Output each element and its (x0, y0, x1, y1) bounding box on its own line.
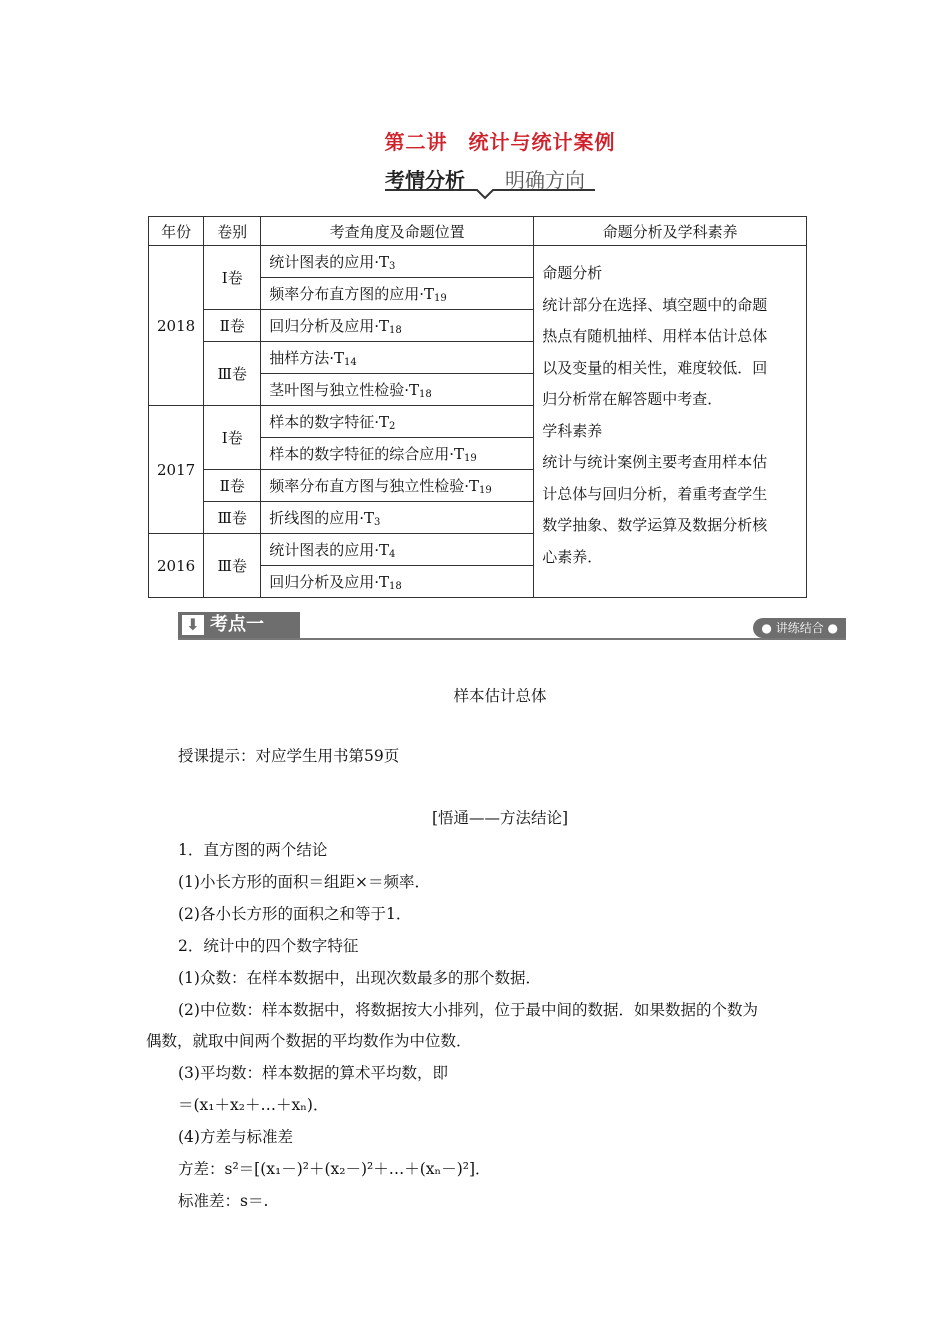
formula-mean: ＝(x₁＋x₂＋…＋xₙ)． (178, 1096, 329, 1114)
text-line: 2．统计中的四个数字特征 (178, 937, 359, 955)
analysis-line: 命题分析 (542, 264, 603, 282)
table-header-row (149, 217, 807, 246)
vol-cell: Ⅱ卷 (204, 310, 261, 342)
method-title: [悟通——方法结论] (431, 809, 569, 827)
hint-text: 授课提示：对应学生用书第59页 (178, 747, 400, 765)
year-cell: 2016 (149, 534, 204, 598)
banner-left: 考情分析 (385, 168, 465, 192)
text-line: (4)方差与标准差 (178, 1128, 293, 1146)
topic-cell: 频率分布直方图与独立性检验$\cdot T_{19}$ (261, 470, 534, 502)
analysis-line: 数学抽象、数学运算及数据分析核 (542, 516, 768, 534)
topic-cell: 频率分布直方图的应用$\cdot T_{19}$ (261, 278, 534, 310)
formula-variance: 方差：s²＝[(x₁－)²＋(x₂－)²＋…＋(xₙ－)²]． (178, 1160, 491, 1178)
topic-cell: 茎叶图与独立性检验$\cdot T_{18}$ (261, 374, 534, 406)
banner-right: 明确方向 (505, 168, 585, 192)
arrow-down-icon: ⬇ (182, 615, 204, 635)
vol-cell: Ⅱ卷 (204, 470, 261, 502)
text-line: 偶数，就取中间两个数据的平均数作为中位数． (146, 1032, 472, 1050)
formula-std: 标准差：s＝. (178, 1192, 269, 1210)
year-cell: 2018 (149, 246, 204, 406)
section-title: 样本估计总体 (453, 687, 547, 705)
header-analysis: 命题分析及学科素养 (534, 217, 807, 246)
header-year: 年份 (149, 217, 204, 246)
vol-cell: Ⅰ卷 (204, 406, 261, 470)
table-row (149, 246, 807, 278)
analysis-line: 以及变量的相关性，难度较低．回 (542, 358, 768, 377)
topic-cell: 样本的数字特征$\cdot T_2$ (261, 406, 534, 438)
exam-table (148, 216, 807, 598)
kaodian-bar (178, 612, 846, 642)
text-line: (3)平均数：样本数据的算术平均数，即 (178, 1064, 448, 1082)
page-title: 第二讲 统计与统计案例 (384, 130, 616, 154)
analysis-cell (534, 246, 807, 598)
vol-cell: Ⅲ卷 (204, 342, 261, 406)
topic-cell: 抽样方法$\cdot T_{14}$ (261, 342, 534, 374)
topic-cell: 统计图表的应用$\cdot T_3$ (261, 246, 534, 278)
vol-cell: Ⅲ卷 (204, 502, 261, 534)
header-topic: 考查角度及命题位置 (261, 217, 534, 246)
kaodian-divider (178, 638, 846, 640)
topic-cell: 回归分析及应用$\cdot T_{18}$ (261, 566, 534, 598)
analysis-line: 归分析常在解答题中考查． (542, 390, 723, 408)
analysis-line: 热点有随机抽样、用样本估计总体 (542, 327, 768, 345)
text-line: (1)众数：在样本数据中，出现次数最多的那个数据． (178, 969, 541, 987)
text-line: (2)各小长方形的面积之和等于1． (178, 905, 412, 923)
analysis-line: 学科素养 (542, 421, 603, 440)
kaodian-tag (178, 612, 300, 638)
vol-cell: Ⅲ卷 (204, 534, 261, 598)
analysis-line: 计总体与回归分析，着重考查学生 (542, 484, 768, 503)
topic-cell: 统计图表的应用$\cdot T_4$ (261, 534, 534, 566)
topic-cell: 回归分析及应用$\cdot T_{18}$ (261, 310, 534, 342)
text-line: 1．直方图的两个结论 (178, 841, 328, 859)
section-banner (385, 160, 600, 202)
analysis-line: 统计与统计案例主要考查用样本估 (542, 453, 768, 471)
year-cell: 2017 (149, 406, 204, 534)
kaodian-badge: ● 讲练结合 ● (753, 618, 846, 638)
kaodian-label: 考点一 (210, 614, 264, 635)
analysis-line: 心素养． (542, 547, 603, 566)
text-line: (2)中位数：样本数据中，将数据按大小排列，位于最中间的数据．如果数据的个数为 (178, 1001, 758, 1019)
vol-cell: Ⅰ卷 (204, 246, 261, 310)
text-line: (1)小长方形的面积＝组距×＝频率． (178, 873, 430, 891)
header-vol: 卷别 (204, 217, 261, 246)
topic-cell: 折线图的应用$\cdot T_3$ (261, 502, 534, 534)
analysis-line: 统计部分在选择、填空题中的命题 (542, 295, 768, 314)
topic-cell: 样本的数字特征的综合应用$\cdot T_{19}$ (261, 438, 534, 470)
